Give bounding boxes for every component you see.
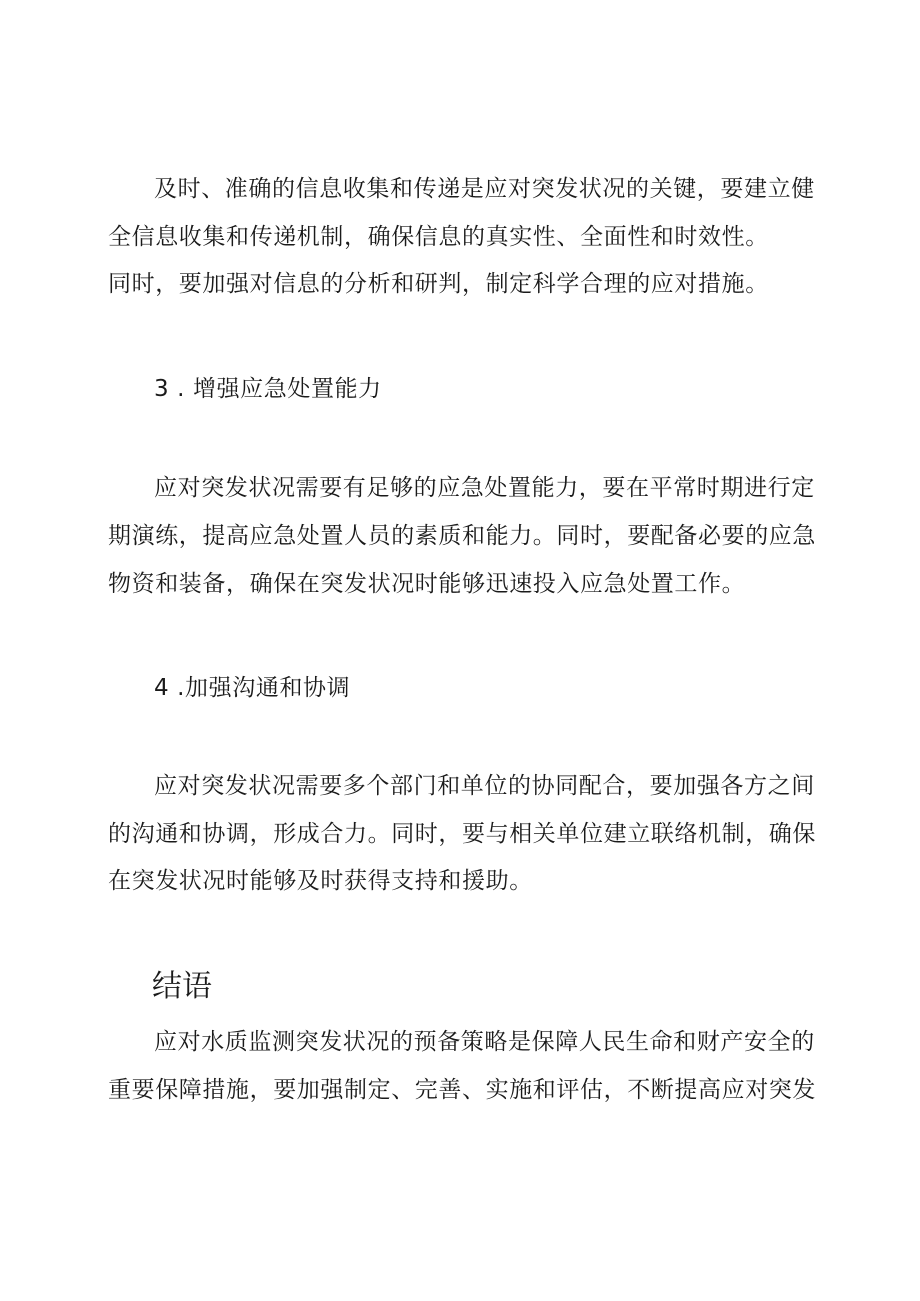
conclusion-heading: 结语 bbox=[152, 969, 212, 1004]
paragraph-1-line-3: 同时，要加强对信息的分析和研判，制定科学合理的应对措施。 bbox=[108, 271, 769, 297]
section-3-title: 3 . 增强应急处置能力 bbox=[154, 376, 382, 402]
paragraph-3-line-1: 应对突发状况需要多个部门和单位的协同配合，要加强各方之间 bbox=[154, 773, 815, 799]
conclusion-line-1: 应对水质监测突发状况的预备策略是保障人民生命和财产安全的 bbox=[154, 1029, 815, 1055]
paragraph-1-line-1: 及时、准确的信息收集和传递是应对突发状况的关键，要建立健 bbox=[154, 176, 815, 202]
paragraph-3-line-3: 在突发状况时能够及时获得支持和援助。 bbox=[108, 868, 533, 894]
paragraph-2-line-3: 物资和装备，确保在突发状况时能够迅速投入应急处置工作。 bbox=[108, 571, 746, 597]
paragraph-2-line-1: 应对突发状况需要有足够的应急处置能力，要在平常时期进行定 bbox=[154, 475, 815, 501]
paragraph-2-line-2: 期演练，提高应急处置人员的素质和能力。同时，要配备必要的应急 bbox=[108, 523, 816, 549]
conclusion-line-2: 重要保障措施，要加强制定、完善、实施和评估，不断提高应对突发 bbox=[108, 1077, 816, 1103]
paragraph-1-line-2: 全信息收集和传递机制，确保信息的真实性、全面性和时效性。 bbox=[108, 224, 769, 250]
paragraph-3-line-2: 的沟通和协调，形成合力。同时，要与相关单位建立联络机制，确保 bbox=[108, 821, 816, 847]
section-4-title: 4 .加强沟通和协调 bbox=[154, 675, 351, 701]
